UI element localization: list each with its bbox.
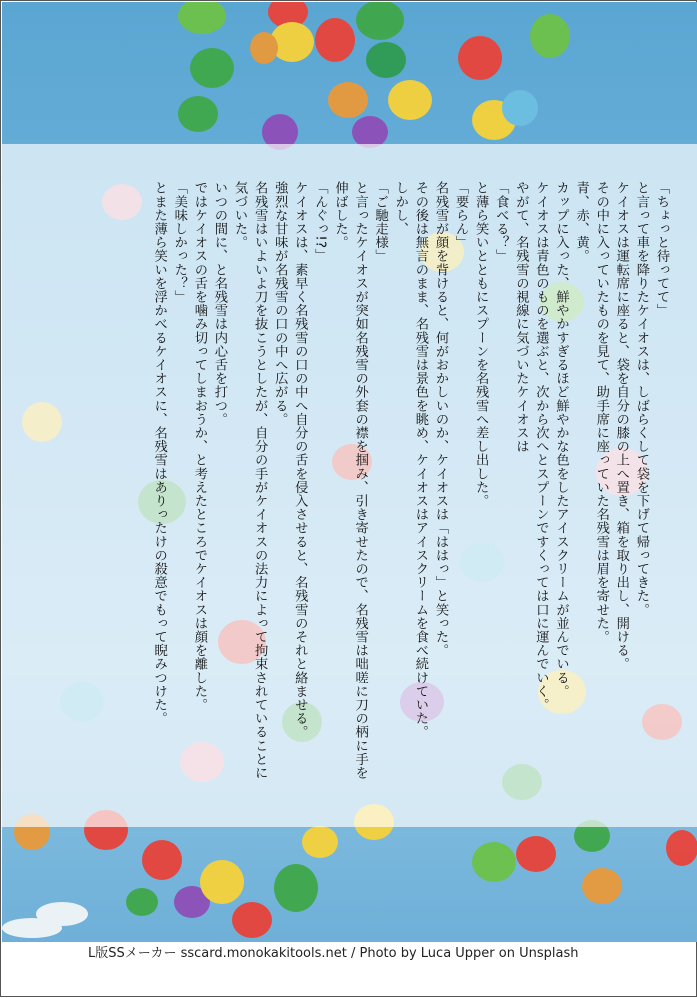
story-line: 名残雪はいよいよ刀を抜こうとしたが、自分の手がケイオスの法力によって拘束されていることに気づいた。 <box>232 181 268 780</box>
story-line: 「美味しかった？」 <box>171 181 187 304</box>
story-line: ケイオスは、素早く名残雪の口の中へ自分の舌を侵入させると、名残雪のそれと絡ませる。 <box>292 181 308 739</box>
story-line: 「要らん」 <box>453 181 469 249</box>
story-text <box>31 181 671 781</box>
story-line: しかし、 <box>392 181 408 236</box>
story-line: ケイオスは運転席に座ると、袋を自分の膝の上へ置き、箱を取り出し、開ける。 <box>613 181 629 671</box>
story-line: 「ちょっと待ってて」 <box>654 181 669 317</box>
story-line: 「ご馳走様」 <box>372 181 388 263</box>
story-line: やがて、名残雪の視線に気づいたケイオスは <box>513 181 529 453</box>
story-line: いつの間に、と名残雪は内心舌を打つ。 <box>211 181 227 426</box>
story-line: 青、赤、黄。 <box>573 181 589 263</box>
story-line: とまた薄ら笑いを浮かべるケイオスに、名残雪はありったけの殺意でもって睨みつけた。 <box>151 181 167 725</box>
story-line: 「んぐっ!?」 <box>312 181 328 262</box>
story-line: ではケイオスの舌を噛み切ってしまおうか、と考えたところでケイオスは顔を離した。 <box>191 181 207 712</box>
story-line: その中に入っていたものを見て、助手席に座っていた名残雪は眉を寄せた。 <box>593 181 609 644</box>
story-line: 名残雪が顔を背けると、何がおかしいのか、ケイオスは「ははっ」と笑った。 <box>432 181 448 657</box>
story-line: と言ったケイオスが突如名残雪の外套の襟を掴み、引き寄せたので、名残雪は咄嗟に刀の柄に手を伸ばした。 <box>332 181 368 780</box>
story-line: と言って車を降りたケイオスは、しばらくして袋を下げて帰ってきた。 <box>633 181 649 617</box>
story-text-area <box>31 181 671 781</box>
story-line: カップに入った、鮮やかすぎるほど鮮やかな色をしたアイスクリームが並んでいる。 <box>553 181 569 698</box>
story-line: ケイオスは青色のものを選ぶと、次から次へとスプーンですくっては口に運んでいく。 <box>533 181 549 712</box>
story-line: と薄ら笑いとともにスプーンを名残雪へ差し出した。 <box>473 181 489 508</box>
story-line: その後は無言のまま、名残雪は景色を眺め、ケイオスはアイスクリームを食べ続けていた。 <box>412 181 428 739</box>
photo-credit: L版SSメーカー sscard.monokakitools.net / Photo by Luca Upper on Unsplash <box>85 945 581 963</box>
story-line: 強烈な甘味が名残雪の口の中へ広がる。 <box>272 181 288 426</box>
story-line: 「食べる？」 <box>493 181 509 263</box>
